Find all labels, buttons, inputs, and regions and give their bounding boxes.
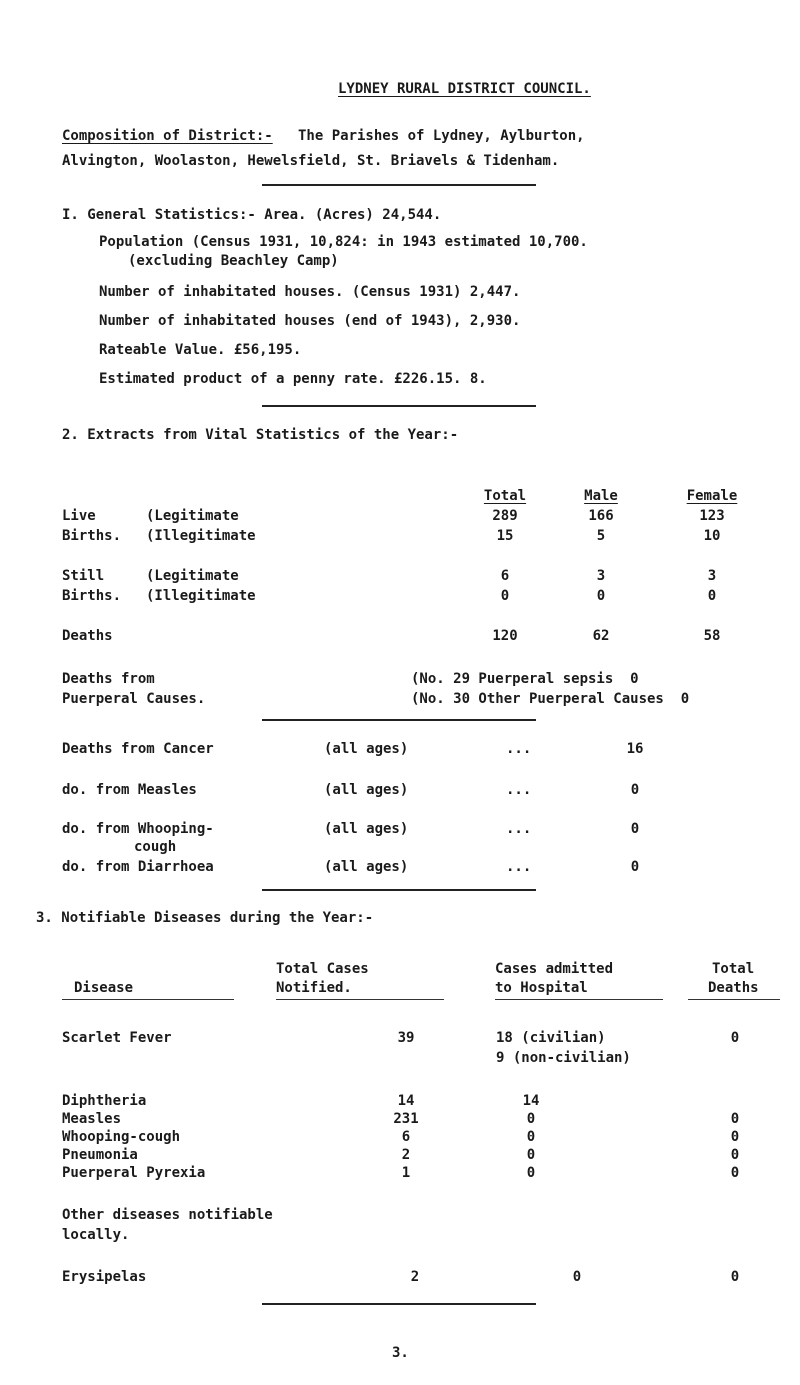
composition-text-1: The Parishes of Lydney, Aylburton, [298, 128, 585, 144]
deaths-female: 58 [703, 628, 721, 644]
col-total: Total [483, 488, 527, 504]
still-label-1: Still [62, 568, 105, 584]
col-deaths-2: Deaths [708, 980, 759, 996]
scarlet-notified: 39 [397, 1030, 415, 1046]
other-diseases-1: Other diseases notifiable [62, 1207, 273, 1223]
puerperal-label-1: Deaths from [62, 671, 155, 687]
still-legit-female: 3 [707, 568, 717, 584]
whooping-label: do. from Whooping- [62, 821, 214, 837]
col-disease: Disease [74, 980, 134, 996]
deaths-label: Deaths [62, 628, 113, 644]
puerperal-sepsis: (No. 29 Puerperal sepsis 0 [411, 671, 639, 687]
erysipelas-deaths: 0 [730, 1269, 740, 1285]
measles-notified: 231 [393, 1111, 419, 1127]
erysipelas-admitted: 0 [572, 1269, 582, 1285]
cancer-value: 16 [626, 741, 644, 757]
pneumonia-name: Pneumonia [62, 1147, 138, 1163]
still-illegit-male: 0 [596, 588, 606, 604]
live-legit-total: 289 [492, 508, 518, 524]
cancer-ages: (all ages) [324, 741, 409, 757]
cancer-dots: ... [506, 741, 532, 757]
measles-deaths: 0 [730, 1111, 740, 1127]
pyrexia-admitted: 0 [526, 1165, 536, 1181]
col-admitted-1: Cases admitted [495, 961, 614, 977]
deaths-total: 120 [492, 628, 518, 644]
deaths-male: 62 [592, 628, 610, 644]
diarrhoea-label: do. from Diarrhoea [62, 859, 214, 875]
pneumonia-admitted: 0 [526, 1147, 536, 1163]
scarlet-name: Scarlet Fever [62, 1030, 172, 1046]
divider [262, 719, 536, 721]
measles-value: 0 [630, 782, 640, 798]
col-admitted-2: to Hospital [495, 980, 588, 996]
measles-admitted: 0 [526, 1111, 536, 1127]
composition-label: Composition of District:- [62, 128, 273, 144]
erysipelas-name: Erysipelas [62, 1269, 147, 1285]
erysipelas-notified: 2 [410, 1269, 420, 1285]
still-illegit-female: 0 [707, 588, 717, 604]
whooping-dots: ... [506, 821, 532, 837]
col-female: Female [686, 488, 738, 504]
diphtheria-admitted: 14 [522, 1093, 540, 1109]
pyrexia-deaths: 0 [730, 1165, 740, 1181]
live-legit-male: 166 [588, 508, 614, 524]
col-notified-1: Total Cases [276, 961, 369, 977]
live-label-1: Live [62, 508, 96, 524]
measles-label: do. from Measles [62, 782, 197, 798]
pneumonia-deaths: 0 [730, 1147, 740, 1163]
live-legit-label: (Legitimate [146, 508, 239, 524]
divider [262, 405, 536, 407]
whooping-admitted: 0 [526, 1129, 536, 1145]
still-illegit-total: 0 [500, 588, 510, 604]
scarlet-admitted-2: 9 (non-civilian) [496, 1050, 631, 1066]
diarrhoea-value: 0 [630, 859, 640, 875]
notifiable-heading: 3. Notifiable Diseases during the Year:- [36, 910, 374, 926]
live-illegit-label: (Illegitimate [146, 528, 256, 544]
pyrexia-name: Puerperal Pyrexia [62, 1165, 206, 1181]
whooping-label-2: cough [134, 839, 177, 855]
live-illegit-total: 15 [496, 528, 514, 544]
cancer-label: Deaths from Cancer [62, 741, 214, 757]
population-line-1: Population (Census 1931, 10,824: in 1943 estimated 10,700. [99, 234, 588, 250]
still-legit-male: 3 [596, 568, 606, 584]
page-number: 3. [392, 1345, 409, 1361]
other-diseases-2: locally. [62, 1227, 130, 1243]
composition-text-2: Alvington, Woolaston, Hewelsfield, St. Briavels & Tidenham. [62, 153, 560, 169]
diphtheria-name: Diphtheria [62, 1093, 147, 1109]
rateable-value: Rateable Value. £56,195. [99, 342, 302, 358]
measles-name: Measles [62, 1111, 122, 1127]
diphtheria-notified: 14 [397, 1093, 415, 1109]
col-deaths-1: Total [712, 961, 755, 977]
col-notified-2: Notified. [276, 980, 352, 996]
pyrexia-notified: 1 [401, 1165, 411, 1181]
diarrhoea-ages: (all ages) [324, 859, 409, 875]
whooping-ages: (all ages) [324, 821, 409, 837]
divider [262, 184, 536, 186]
houses-1943: Number of inhabitated houses (end of 1943), 2,930. [99, 313, 521, 329]
divider [262, 1303, 536, 1305]
diarrhoea-dots: ... [506, 859, 532, 875]
measles-ages: (all ages) [324, 782, 409, 798]
divider [262, 889, 536, 891]
live-label-2: Births. [62, 528, 122, 544]
population-line-2: (excluding Beachley Camp) [128, 253, 339, 269]
still-label-2: Births. [62, 588, 122, 604]
penny-rate: Estimated product of a penny rate. £226.15. 8. [99, 371, 487, 387]
whooping-notified: 6 [401, 1129, 411, 1145]
whooping-deaths: 0 [730, 1129, 740, 1145]
live-illegit-female: 10 [703, 528, 721, 544]
vital-heading: 2. Extracts from Vital Statistics of the Year:- [62, 427, 459, 443]
live-legit-female: 123 [699, 508, 725, 524]
houses-1931: Number of inhabitated houses. (Census 1931) 2,447. [99, 284, 521, 300]
still-illegit-label: (Illegitimate [146, 588, 256, 604]
still-legit-label: (Legitimate [146, 568, 239, 584]
whooping-name: Whooping-cough [62, 1129, 181, 1145]
puerperal-other: (No. 30 Other Puerperal Causes 0 [411, 691, 690, 707]
still-legit-total: 6 [500, 568, 510, 584]
puerperal-label-2: Puerperal Causes. [62, 691, 206, 707]
rule-disease [62, 999, 234, 1000]
rule-deaths [688, 999, 780, 1000]
live-illegit-male: 5 [596, 528, 606, 544]
rule-admitted [495, 999, 663, 1000]
scarlet-admitted-1: 18 (civilian) [496, 1030, 606, 1046]
col-male: Male [584, 488, 618, 504]
scarlet-deaths: 0 [730, 1030, 740, 1046]
page-title: LYDNEY RURAL DISTRICT COUNCIL. [338, 81, 591, 97]
whooping-value: 0 [630, 821, 640, 837]
rule-notified [276, 999, 444, 1000]
pneumonia-notified: 2 [401, 1147, 411, 1163]
general-heading: I. General Statistics:- Area. (Acres) 24,544. [62, 207, 442, 223]
measles-dots: ... [506, 782, 532, 798]
